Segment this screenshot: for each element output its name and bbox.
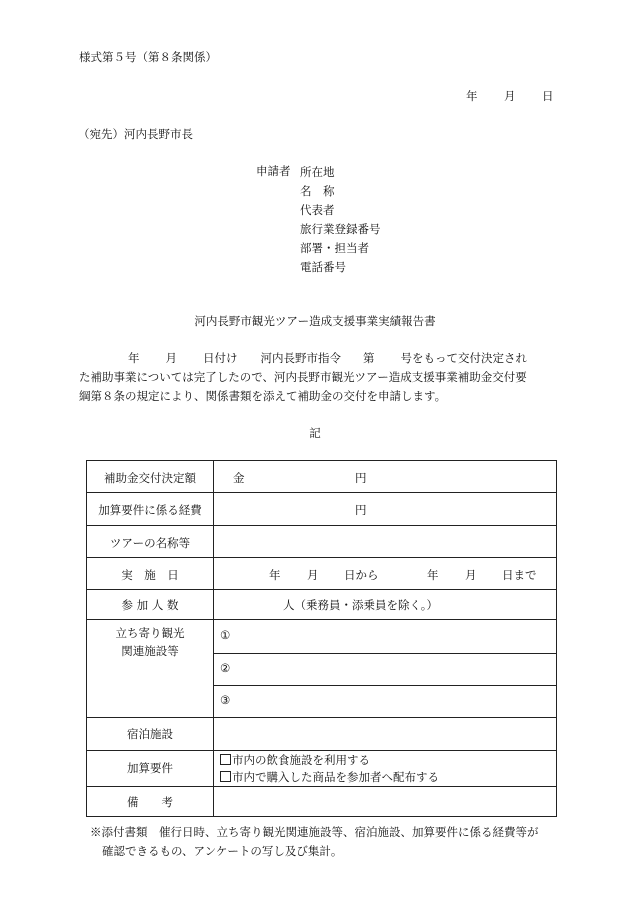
- table-rule: [213, 685, 556, 686]
- requirement-option-2: 市内で購入した商品を参加者へ配布する: [220, 769, 439, 785]
- date-from-month: 月: [307, 568, 319, 582]
- attachment-note: [90, 823, 539, 861]
- decision-amount-yen: 円: [355, 471, 367, 485]
- row-label-decision-amount: 補助金交付決定額: [104, 471, 196, 485]
- applicant-field-phone: 電話番号: [300, 260, 346, 274]
- date-line: [466, 88, 554, 104]
- applicant-label: 申請者: [256, 164, 291, 178]
- body-year: 年: [128, 351, 140, 365]
- date-to-day: 日まで: [502, 568, 537, 582]
- requirement-option-1: 市内の飲食施設を利用する: [220, 752, 370, 768]
- table-rule: [87, 717, 556, 718]
- row-label-facilities-1: 立ち寄り観光: [115, 626, 185, 640]
- body-dated: 日付け: [203, 351, 238, 365]
- ki-marker: 記: [309, 426, 321, 440]
- checkbox-icon[interactable]: [220, 771, 231, 782]
- body-line-1: [79, 349, 555, 368]
- row-label-lodging: 宿泊施設: [127, 727, 173, 741]
- note-line-1: ※添付書類 催行日時、立ち寄り観光関連施設等、宿泊施設、加算要件に係る経費等が: [90, 825, 539, 839]
- applicant-fields: [300, 163, 381, 277]
- body-line-3: 綱第８条の規定により、関係書類を添えて補助金の交付を申請します。: [79, 389, 447, 403]
- date-day: 日: [542, 89, 554, 103]
- decision-amount-kin: 金: [233, 471, 245, 485]
- table-rule: [87, 750, 556, 751]
- participants-value: 人（乗務員・添乗員を除く。）: [283, 598, 439, 612]
- date-from-year: 年: [269, 568, 281, 582]
- table-rule: [87, 786, 556, 787]
- body-order: 河内長野市指令: [260, 351, 341, 365]
- facility-item-2: ②: [220, 661, 231, 675]
- date-to-year: 年: [427, 568, 439, 582]
- applicant-field-name: 名 称: [300, 184, 335, 198]
- applicant-field-representative: 代表者: [300, 203, 335, 217]
- facility-item-3: ③: [220, 693, 231, 707]
- date-month: 月: [504, 89, 516, 103]
- note-line-2: 確認できるもの、アンケートの写し及び集計。: [102, 844, 343, 858]
- facility-item-1: ①: [220, 628, 231, 642]
- row-label-tour-name: ツアーの名称等: [109, 536, 191, 550]
- row-label-remarks: 備 考: [127, 795, 173, 809]
- applicant-field-address: 所在地: [300, 165, 335, 179]
- row-label-extra-cost: 加算要件に係る経費: [98, 503, 202, 517]
- row-label-participants: 参 加 人 数: [121, 598, 179, 612]
- table-divider: [213, 461, 214, 816]
- table-rule: [87, 525, 556, 526]
- row-label-implementation-date: 実 施 日: [121, 568, 179, 582]
- body-month: 月: [165, 351, 177, 365]
- row-label-requirements: 加算要件: [127, 761, 173, 775]
- body-no: 第: [363, 351, 375, 365]
- body-line-2: た補助事業については完了したので、河内長野市観光ツアー造成支援事業補助金交付要: [79, 370, 527, 384]
- row-label-facilities-2: 関連施設等: [121, 644, 179, 658]
- table-rule: [87, 557, 556, 558]
- body-rest: 号をもって交付決定され: [400, 351, 527, 365]
- body-text: [79, 349, 555, 406]
- applicant-field-travel-license: 旅行業登録番号: [300, 222, 381, 236]
- date-to-month: 月: [465, 568, 477, 582]
- report-table: [86, 460, 557, 817]
- table-rule: [87, 589, 556, 590]
- addressee: （宛先）河内長野市長: [78, 127, 193, 141]
- checkbox-icon[interactable]: [220, 754, 231, 765]
- applicant-field-department: 部署・担当者: [300, 241, 369, 255]
- table-rule: [87, 619, 556, 620]
- table-rule: [87, 492, 556, 493]
- date-from-day: 日から: [344, 568, 379, 582]
- document-title: 河内長野市観光ツアー造成支援事業実績報告書: [194, 314, 436, 328]
- extra-cost-yen: 円: [355, 503, 367, 517]
- form-number: 様式第５号（第８条関係）: [79, 50, 217, 64]
- date-year: 年: [466, 89, 478, 103]
- table-rule: [213, 653, 556, 654]
